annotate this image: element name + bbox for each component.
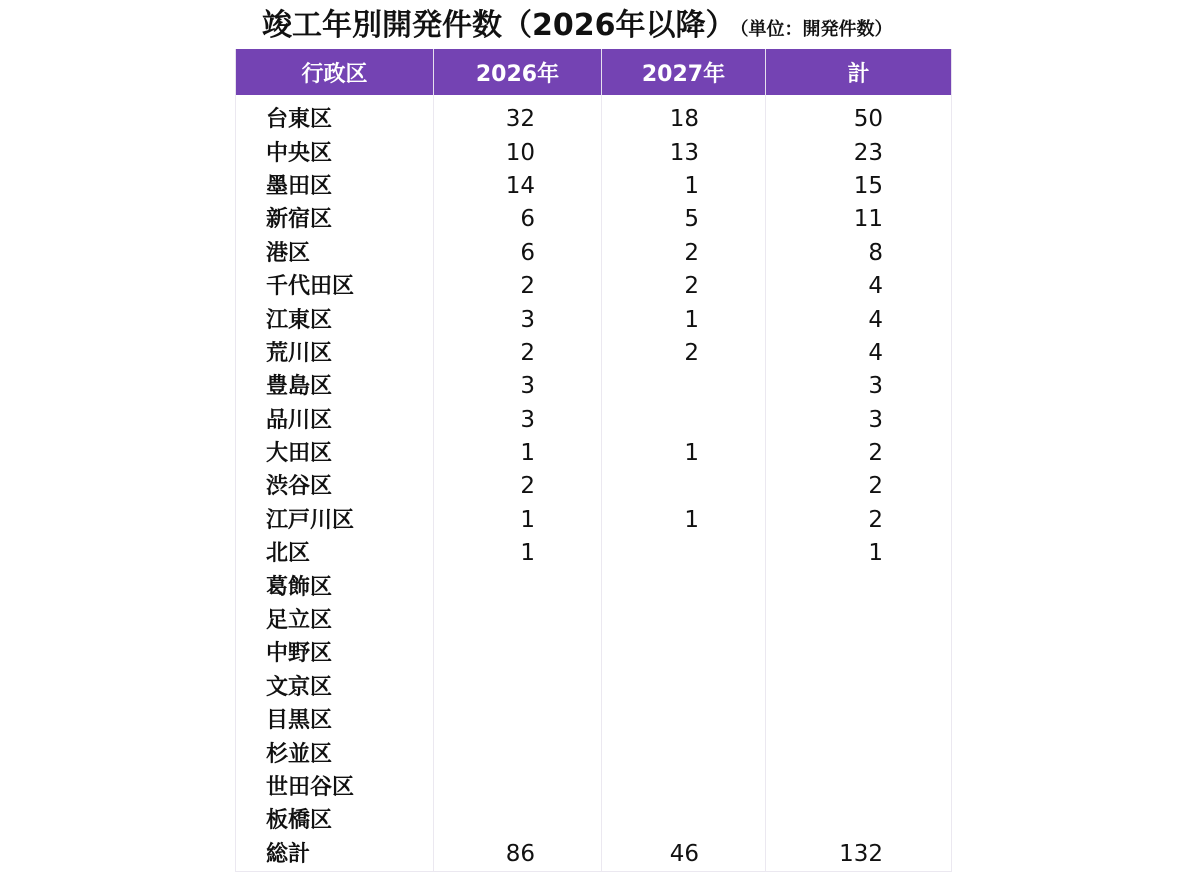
total-cell: 3 xyxy=(766,370,952,403)
value-2026-cell: 14 xyxy=(434,170,602,203)
ward-cell: 豊島区 xyxy=(236,370,434,403)
total-cell: 4 xyxy=(766,303,952,336)
header-total: 計 xyxy=(766,49,952,95)
table-row xyxy=(236,504,952,537)
value-2026-cell xyxy=(434,804,602,837)
value-2026-cell: 2 xyxy=(434,470,602,503)
table-row xyxy=(236,570,952,603)
table-row xyxy=(236,404,952,437)
ward-cell: 江戸川区 xyxy=(236,504,434,537)
value-2027-cell xyxy=(602,537,766,570)
data-table-container xyxy=(235,49,951,871)
table-total-row xyxy=(236,838,952,872)
value-2026-cell xyxy=(434,604,602,637)
ward-cell: 足立区 xyxy=(236,604,434,637)
table-row xyxy=(236,303,952,336)
total-cell xyxy=(766,704,952,737)
table-row xyxy=(236,771,952,804)
value-2026-cell xyxy=(434,637,602,670)
spacer-cell xyxy=(434,95,602,103)
total-cell: 2 xyxy=(766,437,952,470)
unit-label: （単位：開発件数） xyxy=(739,19,893,40)
value-2027-cell xyxy=(602,470,766,503)
header-ward: 行政区 xyxy=(236,49,434,95)
total-cell: 50 xyxy=(766,103,952,136)
ward-cell: 総計 xyxy=(236,838,434,872)
value-2027-cell xyxy=(602,704,766,737)
total-cell xyxy=(766,771,952,804)
value-2026-cell: 1 xyxy=(434,437,602,470)
value-2026-cell: 32 xyxy=(434,103,602,136)
data-table xyxy=(235,49,952,872)
ward-cell: 葛飾区 xyxy=(236,570,434,603)
table-header-row xyxy=(236,49,952,95)
total-cell: 8 xyxy=(766,237,952,270)
total-cell: 132 xyxy=(766,838,952,872)
table-row xyxy=(236,537,952,570)
total-cell: 23 xyxy=(766,136,952,169)
chart-title: 竣工年別開発件数（2026年以降） xyxy=(262,8,736,43)
table-row xyxy=(236,203,952,236)
table-spacer-row xyxy=(236,95,952,103)
value-2027-cell xyxy=(602,671,766,704)
ward-cell: 台東区 xyxy=(236,103,434,136)
ward-cell: 墨田区 xyxy=(236,170,434,203)
total-cell xyxy=(766,737,952,770)
total-cell: 2 xyxy=(766,504,952,537)
value-2026-cell xyxy=(434,671,602,704)
value-2026-cell: 3 xyxy=(434,303,602,336)
ward-cell: 目黒区 xyxy=(236,704,434,737)
value-2027-cell: 1 xyxy=(602,303,766,336)
value-2027-cell: 1 xyxy=(602,504,766,537)
total-cell xyxy=(766,604,952,637)
total-cell xyxy=(766,671,952,704)
value-2026-cell: 1 xyxy=(434,504,602,537)
ward-cell: 千代田区 xyxy=(236,270,434,303)
table-row xyxy=(236,671,952,704)
ward-cell: 文京区 xyxy=(236,671,434,704)
ward-cell: 杉並区 xyxy=(236,737,434,770)
value-2027-cell xyxy=(602,404,766,437)
total-cell xyxy=(766,804,952,837)
total-cell: 3 xyxy=(766,404,952,437)
value-2026-cell: 1 xyxy=(434,537,602,570)
ward-cell: 世田谷区 xyxy=(236,771,434,804)
value-2027-cell: 5 xyxy=(602,203,766,236)
value-2026-cell xyxy=(434,737,602,770)
spacer-cell xyxy=(766,95,952,103)
ward-cell: 渋谷区 xyxy=(236,470,434,503)
value-2027-cell xyxy=(602,771,766,804)
value-2027-cell: 46 xyxy=(602,838,766,872)
table-row xyxy=(236,136,952,169)
ward-cell: 江東区 xyxy=(236,303,434,336)
value-2027-cell xyxy=(602,737,766,770)
value-2026-cell: 3 xyxy=(434,370,602,403)
table-row xyxy=(236,170,952,203)
value-2026-cell: 86 xyxy=(434,838,602,872)
value-2027-cell: 13 xyxy=(602,136,766,169)
ward-cell: 中央区 xyxy=(236,136,434,169)
value-2027-cell: 2 xyxy=(602,270,766,303)
value-2027-cell xyxy=(602,604,766,637)
table-row xyxy=(236,237,952,270)
ward-cell: 中野区 xyxy=(236,637,434,670)
spacer-cell xyxy=(602,95,766,103)
value-2026-cell xyxy=(434,570,602,603)
table-body xyxy=(236,95,952,871)
value-2027-cell: 1 xyxy=(602,437,766,470)
ward-cell: 新宿区 xyxy=(236,203,434,236)
ward-cell: 品川区 xyxy=(236,404,434,437)
spacer-cell xyxy=(236,95,434,103)
ward-cell: 大田区 xyxy=(236,437,434,470)
total-cell: 11 xyxy=(766,203,952,236)
value-2027-cell: 2 xyxy=(602,337,766,370)
table-row xyxy=(236,804,952,837)
table-row xyxy=(236,370,952,403)
table-row xyxy=(236,470,952,503)
total-cell: 1 xyxy=(766,537,952,570)
value-2026-cell: 6 xyxy=(434,203,602,236)
value-2026-cell xyxy=(434,771,602,804)
table-row xyxy=(236,103,952,136)
value-2027-cell xyxy=(602,637,766,670)
total-cell: 2 xyxy=(766,470,952,503)
table-row xyxy=(236,737,952,770)
value-2026-cell: 10 xyxy=(434,136,602,169)
total-cell xyxy=(766,570,952,603)
table-row xyxy=(236,337,952,370)
ward-cell: 港区 xyxy=(236,237,434,270)
total-cell: 4 xyxy=(766,270,952,303)
ward-cell: 荒川区 xyxy=(236,337,434,370)
total-cell xyxy=(766,637,952,670)
value-2026-cell: 2 xyxy=(434,337,602,370)
table-row xyxy=(236,704,952,737)
total-cell: 4 xyxy=(766,337,952,370)
value-2027-cell xyxy=(602,370,766,403)
value-2026-cell xyxy=(434,704,602,737)
table-row xyxy=(236,270,952,303)
total-cell: 15 xyxy=(766,170,952,203)
value-2027-cell: 2 xyxy=(602,237,766,270)
table-row xyxy=(236,604,952,637)
header-2027: 2027年 xyxy=(602,49,766,95)
table-row xyxy=(236,637,952,670)
ward-cell: 北区 xyxy=(236,537,434,570)
ward-cell: 板橋区 xyxy=(236,804,434,837)
table-row xyxy=(236,437,952,470)
value-2027-cell: 18 xyxy=(602,103,766,136)
chart-title-area xyxy=(262,4,962,48)
value-2026-cell: 6 xyxy=(434,237,602,270)
value-2027-cell xyxy=(602,570,766,603)
value-2027-cell xyxy=(602,804,766,837)
value-2027-cell: 1 xyxy=(602,170,766,203)
value-2026-cell: 3 xyxy=(434,404,602,437)
header-2026: 2026年 xyxy=(434,49,602,95)
value-2026-cell: 2 xyxy=(434,270,602,303)
